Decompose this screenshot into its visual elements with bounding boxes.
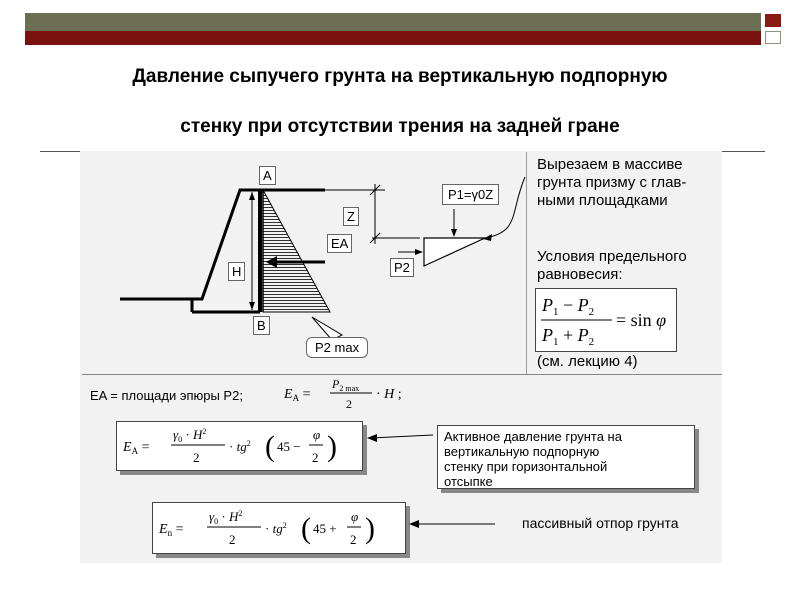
- svg-text:): ): [327, 430, 337, 463]
- svg-text:φ: φ: [351, 509, 359, 524]
- svg-text:EA =: $E_A$ =: [284, 387, 311, 403]
- header-bar-bottom: [25, 31, 761, 45]
- limit-equation: [536, 289, 676, 351]
- svg-text:2: 2: [312, 450, 319, 465]
- svg-text:P1 + P2: $P_1 + P_2$: [542, 325, 595, 348]
- svg-text:· tg2: · $tg^2$: [265, 521, 287, 536]
- label-ea: EA: [327, 234, 352, 253]
- note-see-lecture: (см. лекцию 4): [537, 353, 638, 370]
- svg-text:· tg2: · $tg^2$: [229, 439, 251, 454]
- svg-text:γ0 · H2: $\gamma_0 \cdot H^2$: [173, 427, 207, 444]
- corner-square-icon: [765, 14, 781, 27]
- label-p2max: P2 max: [306, 337, 368, 358]
- svg-text:): ): [365, 512, 375, 545]
- panel-divider-vertical: [526, 152, 527, 374]
- svg-text:2: 2: [350, 532, 357, 547]
- caption-line: стенку при горизонтальной: [444, 459, 608, 474]
- passive-caption-arrow: [407, 516, 497, 532]
- note-line: грунта призму с глав-: [537, 174, 687, 191]
- label-p1: P1=γ0Z: [442, 184, 499, 205]
- svg-text:(: (: [301, 512, 311, 545]
- label-h: H: [228, 262, 245, 281]
- svg-text:φ: φ: [313, 427, 321, 442]
- note-cut-prism: [537, 156, 686, 210]
- limit-equation-box: [535, 288, 677, 352]
- pressure-epure: [263, 190, 330, 312]
- ea-area-text: EA = площади эпюры P2;: [90, 388, 243, 403]
- passive-resistance-formula-box: [152, 502, 406, 554]
- slide-title-line2: стенку при отсутствии трения на задней гране: [180, 116, 620, 137]
- active-pressure-formula: [117, 422, 362, 470]
- slide-title-line1: Давление сыпучего грунта на вертикальную подпорную: [132, 66, 668, 87]
- svg-text:45 +: 45 +: [313, 521, 337, 536]
- ea-area-formula: [282, 374, 442, 414]
- note-line: ными площадками: [537, 192, 668, 209]
- svg-text:(: (: [265, 430, 275, 463]
- svg-text:P2 max: $P_{2 max}$: [332, 377, 360, 393]
- active-caption-arrow: [365, 428, 435, 448]
- svg-text:· H ;: · H ;: [376, 387, 402, 402]
- svg-text:P1 − P2: $P_1 - P_2$: [542, 295, 595, 318]
- passive-caption: пассивный отпор грунта: [522, 515, 679, 531]
- svg-text:γ0 · H2: $\gamma_0 \cdot H^2$: [209, 509, 243, 526]
- svg-text:2: 2: [229, 532, 236, 547]
- header-bar-top: [25, 13, 761, 31]
- label-p2: P2: [390, 258, 414, 277]
- svg-text:= sin φ: = sin φ: [616, 310, 667, 330]
- caption-line: отсыпке: [444, 474, 493, 489]
- note-conditions: [537, 248, 687, 284]
- svg-text:2: 2: [346, 397, 352, 411]
- soil-prism: [424, 238, 485, 266]
- caption-line: Активное давление грунта на: [444, 429, 622, 444]
- active-pressure-formula-box: [116, 421, 363, 471]
- label-b: B: [253, 316, 270, 335]
- caption-line: вертикальную подпорную: [444, 444, 600, 459]
- svg-text:2: 2: [193, 450, 200, 465]
- svg-text:45 −: 45 −: [277, 439, 301, 454]
- label-z: Z: [343, 207, 359, 226]
- corner-square-outline-icon: [765, 31, 781, 44]
- svg-text:EA =: $E_A$ =: [123, 440, 150, 456]
- svg-text:En =: $E_n$ =: [159, 522, 184, 538]
- passive-resistance-formula: [153, 503, 405, 553]
- note-line: равновесия:: [537, 266, 623, 283]
- active-caption-box: [437, 425, 695, 489]
- note-line: Условия предельного: [537, 248, 687, 265]
- label-a: A: [259, 166, 276, 185]
- note-line: Вырезаем в массиве: [537, 156, 683, 173]
